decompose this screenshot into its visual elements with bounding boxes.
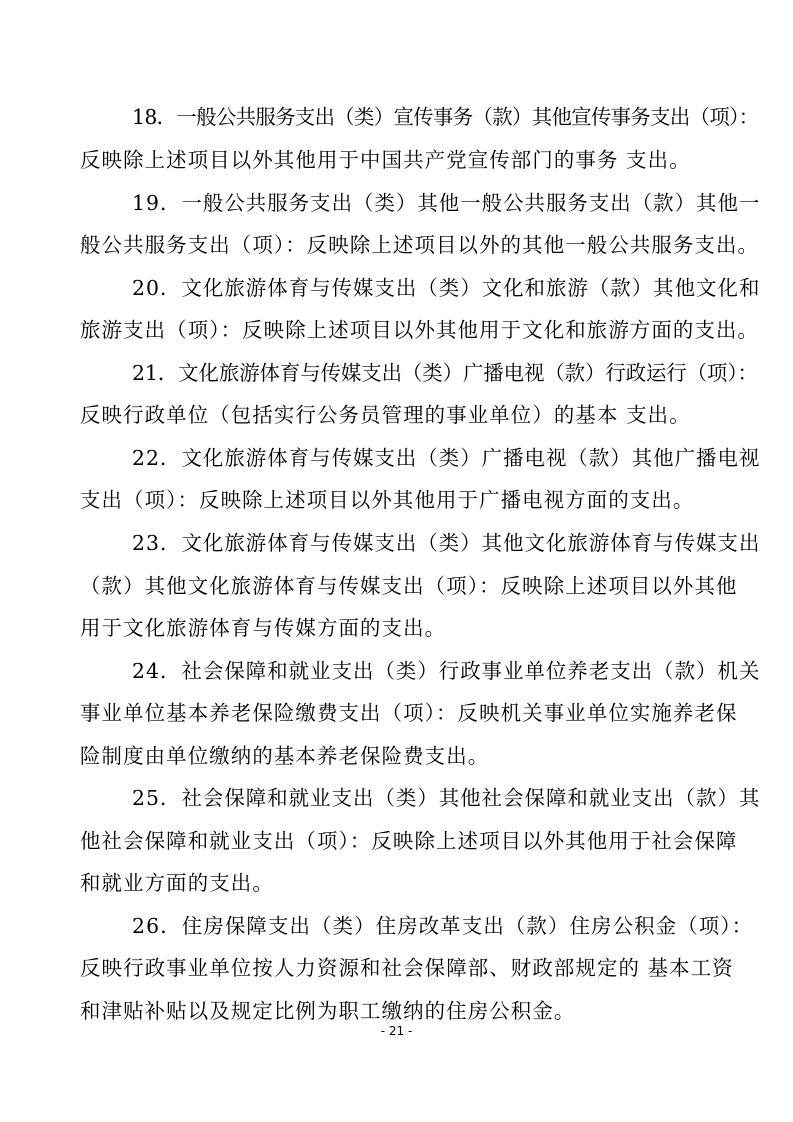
paragraph-23-line-3: 用于文化旅游体育与传媒方面的支出。 <box>80 616 447 640</box>
paragraph-24-line-2: 事业单位基本养老保险缴费支出（项）：反映机关事业单位实施养老保 <box>80 701 738 725</box>
paragraph-25-line-3: 和就业方面的支出。 <box>80 871 274 895</box>
paragraph-25-line-2: 他社会保障和就业支出（项）：反映除上述项目以外其他用于社会保障 <box>80 829 738 853</box>
page-number: - 21 - <box>380 1024 413 1038</box>
paragraph-26-line-3: 和津贴补贴以及规定比例为职工缴纳的住房公积金。 <box>80 999 576 1023</box>
paragraph-19-line-2: 般公共服务支出（项）：反映除上述项目以外的其他一般公共服务支出。 <box>80 233 760 257</box>
paragraph-24-line-3: 险制度由单位缴纳的基本养老保险费支出。 <box>80 744 490 768</box>
paragraph-21-line-2: 反映行政单位（包括实行公务员管理的事业单位）的基本 支出。 <box>80 403 691 427</box>
paragraph-18-line-1: 18．一般公共服务支出（类）宣传事务（款）其他宣传事务支出（项）： <box>132 105 759 129</box>
paragraph-24-line-1: 24．社会保障和就业支出（类）行政事业单位养老支出（款）机关 <box>132 659 761 683</box>
paragraph-19-line-1: 19．一般公共服务支出（类）其他一般公共服务支出（款）其他一 <box>132 191 761 215</box>
paragraph-22-line-1: 22．文化旅游体育与传媒支出（类）广播电视（款）其他广播电视 <box>132 446 761 470</box>
paragraph-23-line-1: 23．文化旅游体育与传媒支出（类）其他文化旅游体育与传媒支出 <box>132 531 761 555</box>
paragraph-23-line-2: （款）其他文化旅游体育与传媒支出（项）：反映除上述项目以外其他 <box>80 574 738 598</box>
paragraph-26-line-2: 反映行政事业单位按人力资源和社会保障部、财政部规定的 基本工资 <box>80 956 734 980</box>
paragraph-22-line-2: 支出（项）：反映除上述项目以外其他用于广播电视方面的支出。 <box>80 488 695 512</box>
paragraph-20-line-2: 旅游支出（项）：反映除上述项目以外其他用于文化和旅游方面的支出。 <box>80 318 760 342</box>
paragraph-26-line-1: 26．住房保障支出（类）住房改革支出（款）住房公积金（项）： <box>132 914 754 938</box>
paragraph-20-line-1: 20．文化旅游体育与传媒支出（类）文化和旅游（款）其他文化和 <box>132 276 761 300</box>
paragraph-18-line-2: 反映除上述项目以外其他用于中国共产党宣传部门的事务 支出。 <box>80 148 691 172</box>
paragraph-21-line-1: 21．文化旅游体育与传媒支出（类）广播电视（款）行政运行（项）： <box>132 361 758 385</box>
paragraph-25-line-1: 25．社会保障和就业支出（类）其他社会保障和就业支出（款）其 <box>132 786 761 810</box>
